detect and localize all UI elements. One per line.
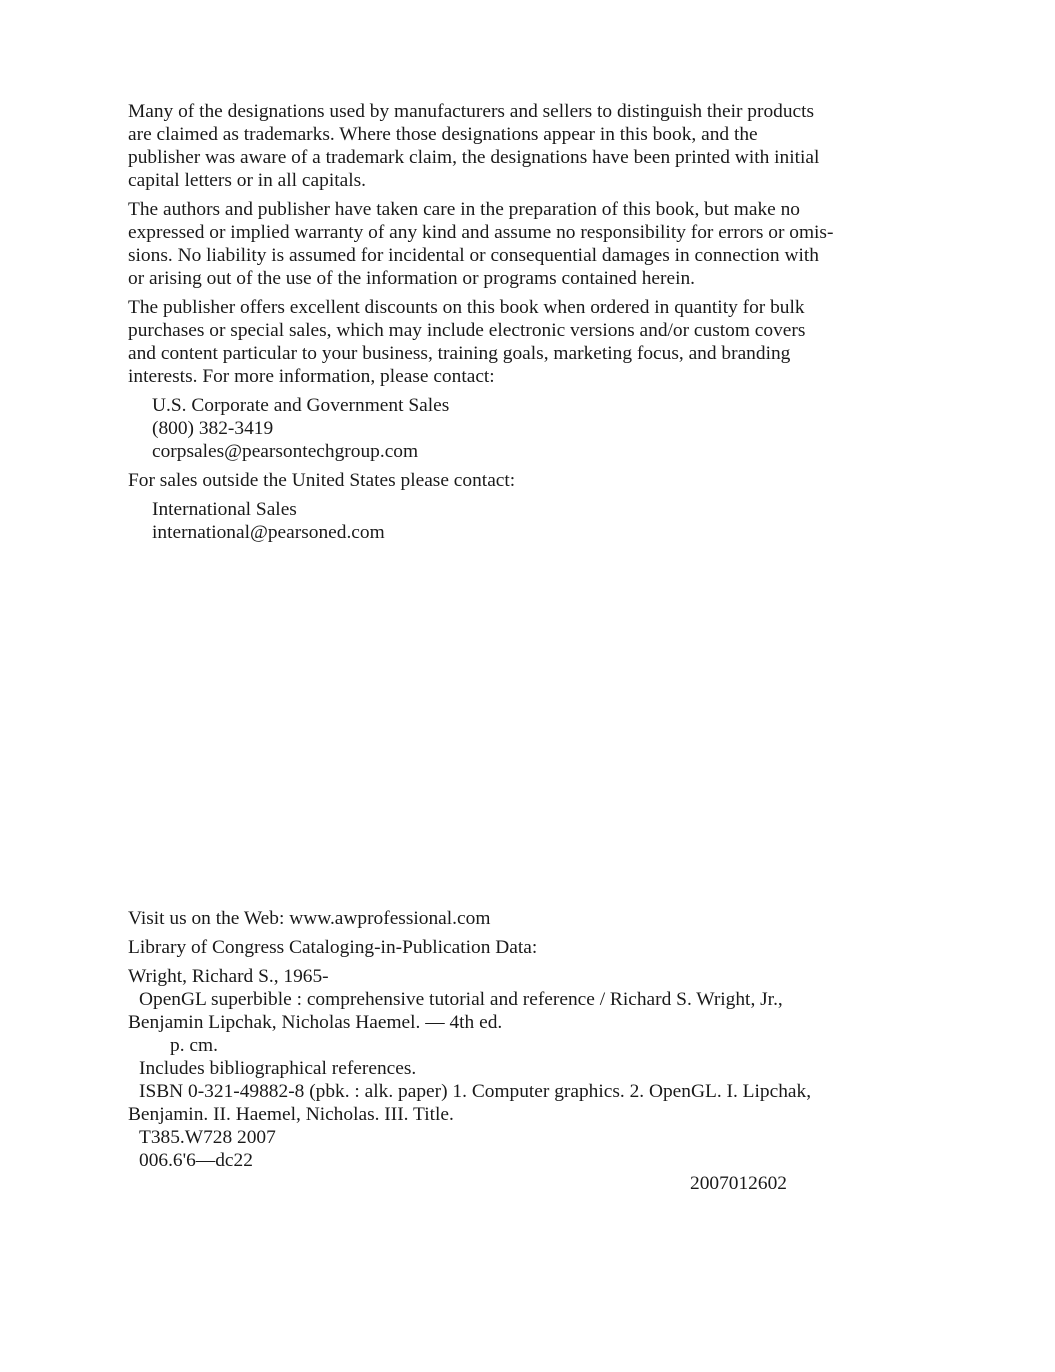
liability-line: or arising out of the use of the information or programs contained herein. [128, 268, 696, 289]
trademark-line: Many of the designations used by manufacturers and sellers to distinguish their products [128, 101, 815, 122]
cip-heading: Library of Congress Cataloging-in-Publication Data: [128, 937, 538, 958]
cip-dewey: 006.6'6—dc22 [139, 1150, 253, 1171]
cip-pages: p. cm. [170, 1035, 218, 1056]
international-intro: For sales outside the United States please contact: [128, 470, 516, 491]
trademark-line: capital letters or in all capitals. [128, 170, 366, 191]
discount-line: and content particular to your business, training goals, marketing focus, and branding [128, 343, 791, 364]
cip-isbn-line: Benjamin. II. Haemel, Nicholas. III. Title. [128, 1104, 454, 1125]
trademark-line: are claimed as trademarks. Where those designations appear in this book, and the [128, 124, 758, 145]
liability-paragraph [128, 198, 928, 290]
cip-lc-class: T385.W728 2007 [139, 1127, 276, 1148]
web-line: Visit us on the Web: www.awprofessional.com [128, 908, 491, 929]
cip-record [128, 965, 948, 1172]
discount-line: interests. For more information, please contact: [128, 366, 495, 387]
cip-author: Wright, Richard S., 1965- [128, 966, 329, 987]
us-sales-contact [152, 394, 449, 463]
us-sales-email: corpsales@pearsontechgroup.com [152, 441, 419, 462]
trademark-line: publisher was aware of a trademark claim, the designations have been printed with initial [128, 147, 820, 168]
cip-lccn: 2007012602 [690, 1173, 787, 1194]
liability-line: sions. No liability is assumed for incidental or consequential damages in connection with [128, 245, 819, 266]
discount-line: purchases or special sales, which may include electronic versions and/or custom covers [128, 320, 806, 341]
discount-line: The publisher offers excellent discounts on this book when ordered in quantity for bulk [128, 297, 805, 318]
cip-notes: Includes bibliographical references. [139, 1058, 417, 1079]
international-sales-email: international@pearsoned.com [152, 522, 385, 543]
discount-paragraph [128, 296, 928, 388]
liability-line: The authors and publisher have taken care in the preparation of this book, but make no [128, 199, 800, 220]
international-sales-contact [152, 498, 385, 544]
trademark-paragraph [128, 100, 928, 192]
cip-title-line: OpenGL superbible : comprehensive tutorial and reference / Richard S. Wright, Jr., [139, 989, 783, 1010]
cip-title-line: Benjamin Lipchak, Nicholas Haemel. — 4th ed. [128, 1012, 503, 1033]
liability-line: expressed or implied warranty of any kind and assume no responsibility for errors or omis- [128, 222, 834, 243]
international-sales-name: International Sales [152, 499, 297, 520]
us-sales-phone: (800) 382-3419 [152, 418, 274, 439]
cip-isbn-line: ISBN 0-321-49882-8 (pbk. : alk. paper) 1. Computer graphics. 2. OpenGL. I. Lipchak, [139, 1081, 812, 1102]
us-sales-name: U.S. Corporate and Government Sales [152, 395, 450, 416]
